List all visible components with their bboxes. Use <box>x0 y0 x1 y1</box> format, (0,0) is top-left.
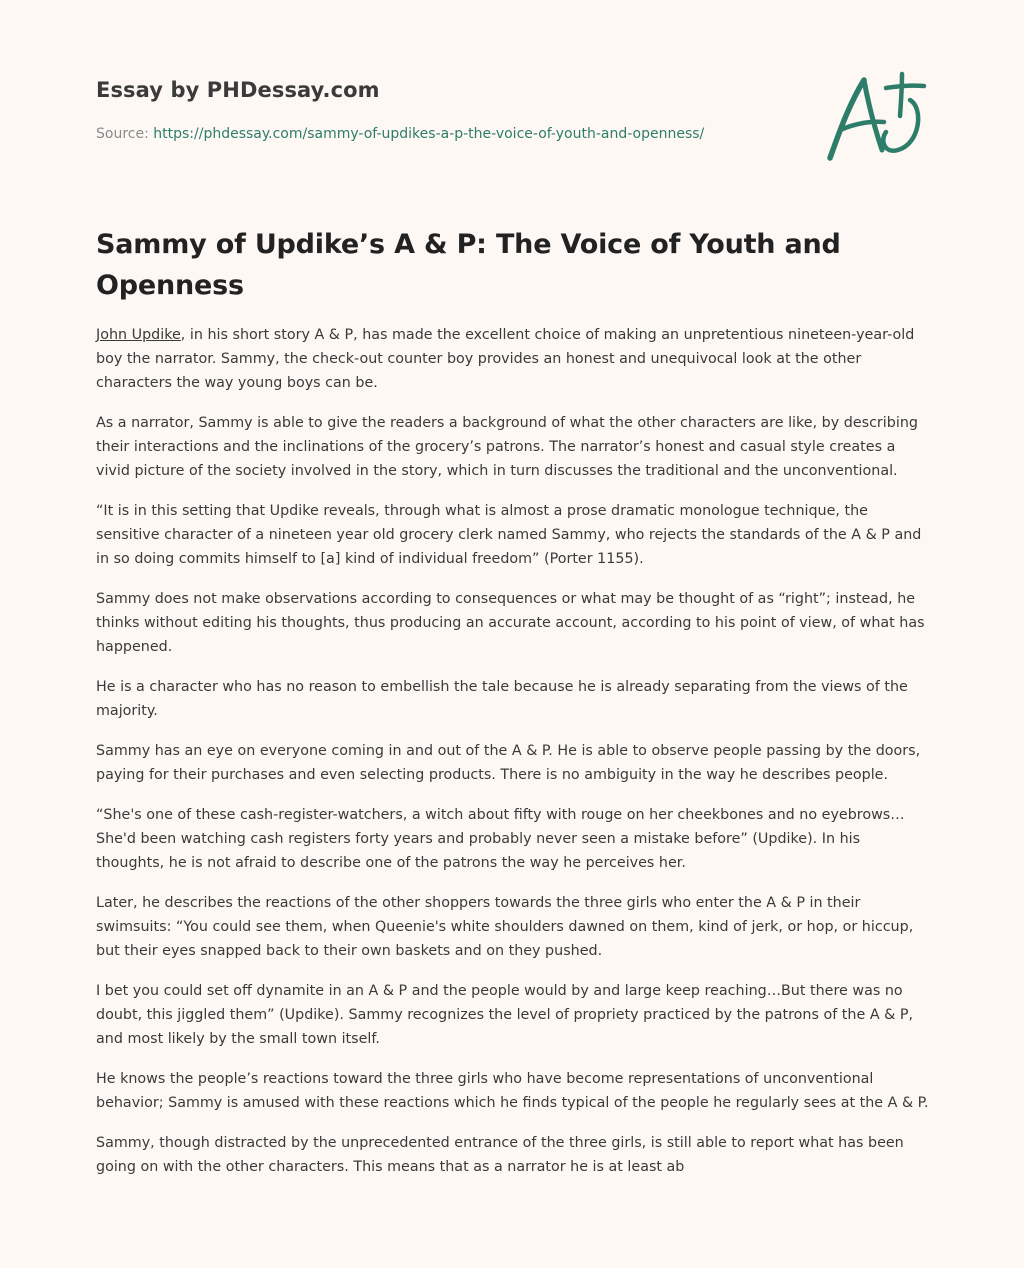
source-link[interactable]: https://phdessay.com/sammy-of-updikes-a-p-the-voice-of-youth-and-openness/ <box>153 126 705 142</box>
source-label: Source: <box>96 126 149 142</box>
essay-paragraph: As a narrator, Sammy is able to give the readers a background of what the other characters are like, by describing their interactions and the inclinations of the grocery’s patrons. The narrator’s honest and casual style creates a vivid picture of the society involved in the story, which in turn discusses the traditional and the unconventional. <box>96 415 918 479</box>
a-plus-logo-icon <box>818 66 930 166</box>
paragraph-text: , in his short story A & P, has made the excellent choice of making an unpretentious nineteen-year-old boy the narrator. Sammy, the check-out counter boy provides an honest and unequivocal look at the other characters the way young boys can be. <box>96 327 915 391</box>
essay-paragraph: He knows the people’s reactions toward the three girls who have become representations of unconventional behavior; Sammy is amused with these reactions which he finds typical of the people he regularly sees at the A & P. <box>96 1071 929 1111</box>
site-title: Essay by PHDessay.com <box>96 78 380 102</box>
essay-paragraph: Sammy does not make observations according to consequences or what may be thought of as “right”; instead, he thinks without editing his thoughts, thus producing an accurate account, according to his point of view, of what has happened. <box>96 591 925 655</box>
essay-paragraph: Sammy, though distracted by the unprecedented entrance of the three girls, is still able to report what has been going on with the other characters. This means that as a narrator he is at least ab <box>96 1135 904 1175</box>
essay-paragraph: He is a character who has no reason to embellish the tale because he is already separating from the views of the majority. <box>96 679 908 719</box>
page-header <box>96 76 816 143</box>
essay-paragraph: I bet you could set off dynamite in an A & P and the people would by and large keep reaching…But there was no doubt, this jiggled them” (Updike). Sammy recognizes the level of propriety practiced by the patrons of the A & P, and most likely by the small town itself. <box>96 983 914 1047</box>
essay-paragraph: Later, he describes the reactions of the other shoppers towards the three girls who enter the A & P in their swimsuits: “You could see them, when Queenie's white shoulders dawned on them, kind of jerk, or hop, or hiccup, but their eyes snapped back to their own baskets and on they pushed. <box>96 895 914 959</box>
essay-paragraph: “She's one of these cash-register-watchers, a witch about fifty with rouge on her cheekbones and no eyebrows…She'd been watching cash registers forty years and probably never seen a mistake before” (Updike). In his thoughts, he is not afraid to describe one of the patrons the way he perceives her. <box>96 807 905 871</box>
essay-paragraph <box>96 323 932 395</box>
author-link[interactable]: John Updike <box>96 327 181 343</box>
essay-title: Sammy of Updike’s A & P: The Voice of Youth and Openness <box>96 229 841 301</box>
essay-content <box>96 224 932 1195</box>
essay-paragraph: Sammy has an eye on everyone coming in and out of the A & P. He is able to observe people passing by the doors, paying for their purchases and even selecting products. There is no ambiguity in the way he describes people. <box>96 743 921 783</box>
source-line <box>96 125 816 143</box>
essay-paragraph: “It is in this setting that Updike reveals, through what is almost a prose dramatic monologue technique, the sensitive character of a nineteen year old grocery clerk named Sammy, who rejects the standards of the A & P and in so doing commits himself to [a] kind of individual freedom” (Porter 1155). <box>96 503 922 567</box>
